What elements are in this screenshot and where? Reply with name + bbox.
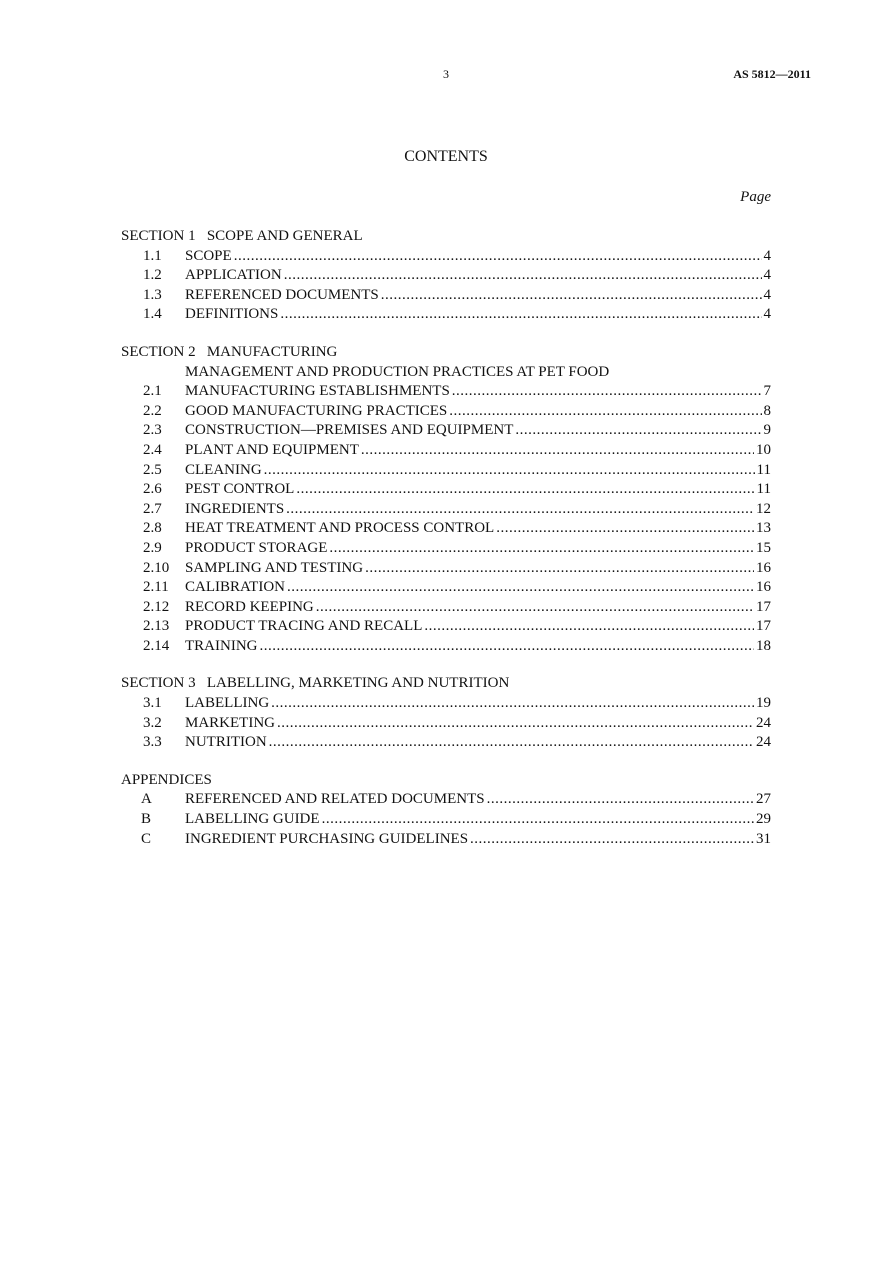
entry-page-number: 8 [763, 402, 771, 419]
entry-title-block [185, 637, 771, 657]
entry-title: REFERENCED DOCUMENTS [185, 286, 379, 303]
entry-line [185, 421, 771, 441]
entry-title-block [185, 247, 771, 267]
dot-leader [260, 637, 755, 657]
dot-leader [365, 559, 754, 579]
dot-leader [381, 286, 762, 306]
entry-title-block [185, 733, 771, 753]
toc-entry [121, 733, 771, 753]
entry-number: 2.14 [143, 637, 170, 654]
entry-page-number: 10 [756, 441, 771, 458]
entry-title: GOOD MANUFACTURING PRACTICES [185, 402, 448, 419]
entry-number: 2.3 [143, 422, 162, 439]
entry-title: DEFINITIONS [185, 306, 279, 323]
entry-number: 2.2 [143, 402, 162, 419]
section-heading: SECTION 3 LABELLING, MARKETING AND NUTRITION [121, 675, 510, 692]
toc-section [121, 771, 771, 849]
entry-title-block [185, 480, 771, 500]
entry-number: 1.2 [143, 267, 162, 284]
toc-entry [121, 247, 771, 267]
entry-number: 2.4 [143, 441, 162, 458]
entry-title-block [185, 539, 771, 559]
entry-number: 2.13 [143, 618, 170, 635]
entry-title-block [185, 402, 771, 422]
entry-title-block [185, 421, 771, 441]
entry-number: 2.6 [143, 481, 162, 498]
entry-title-block [185, 694, 771, 714]
entry-line [185, 694, 771, 714]
entry-title-block [185, 441, 771, 461]
toc-entry [121, 480, 771, 500]
toc-entry [121, 402, 771, 422]
dot-leader [271, 694, 754, 714]
entry-line [185, 539, 771, 559]
entry-line [185, 480, 771, 500]
dot-leader [286, 500, 754, 520]
entry-number: 1.4 [143, 306, 162, 323]
entry-number: 1.3 [143, 286, 162, 303]
entry-title: CLEANING [185, 461, 262, 478]
dot-leader [277, 714, 754, 734]
toc-entry [121, 830, 771, 850]
dot-leader [487, 790, 754, 810]
entry-title: HEAT TREATMENT AND PROCESS CONTROL [185, 520, 495, 537]
entry-line [185, 714, 771, 734]
entry-title-block [185, 519, 771, 539]
entry-line [185, 830, 771, 850]
entry-page-number: 27 [756, 791, 771, 808]
entry-title-block [185, 810, 771, 830]
toc-entry [121, 598, 771, 618]
entry-page-number: 11 [756, 461, 771, 478]
entry-title-block [185, 363, 771, 402]
entry-number: 3.3 [143, 734, 162, 751]
dot-leader [449, 402, 761, 422]
entry-line [185, 598, 771, 618]
entry-number: 1.1 [143, 247, 162, 264]
dot-leader [515, 421, 761, 441]
entry-line [185, 402, 771, 422]
entry-page-number: 4 [763, 247, 771, 264]
entry-line [185, 790, 771, 810]
entry-title: RECORD KEEPING [185, 598, 314, 615]
toc-section [121, 674, 771, 752]
entry-page-number: 13 [756, 520, 771, 537]
entry-number: 3.1 [143, 695, 162, 712]
entry-title: PEST CONTROL [185, 481, 295, 498]
page-column-heading: Page [740, 189, 771, 205]
entry-page-number: 16 [756, 559, 771, 576]
toc-entry [121, 519, 771, 539]
entry-title: NUTRITION [185, 734, 267, 751]
dot-leader [280, 305, 761, 325]
entry-line [185, 461, 771, 481]
entry-line [185, 500, 771, 520]
entry-title-block [185, 286, 771, 306]
entry-title: PRODUCT TRACING AND RECALL [185, 618, 423, 635]
entry-title-line: MANAGEMENT AND PRODUCTION PRACTICES AT PET FOOD [185, 363, 610, 380]
entry-title: MANUFACTURING ESTABLISHMENTS [185, 383, 450, 400]
toc-entry [121, 790, 771, 810]
entry-number: 2.8 [143, 520, 162, 537]
document-code: AS 5812—2011 [733, 67, 811, 81]
entry-title: LABELLING [185, 695, 270, 712]
dot-leader [316, 598, 754, 618]
entry-number: 2.11 [143, 579, 169, 596]
toc-section [121, 227, 771, 325]
toc-entry [121, 559, 771, 579]
entry-title-block [185, 500, 771, 520]
entry-line [185, 286, 771, 306]
entry-title-block [185, 461, 771, 481]
entry-page-number: 29 [756, 811, 771, 828]
toc-section [121, 343, 771, 657]
entry-line [185, 559, 771, 579]
dot-leader [329, 539, 754, 559]
entry-page-number: 4 [763, 306, 771, 323]
entry-title-block [185, 617, 771, 637]
entry-number: B [141, 811, 152, 828]
section-heading: SECTION 1 SCOPE AND GENERAL [121, 228, 363, 244]
dot-leader [264, 461, 755, 481]
entry-page-number: 4 [763, 267, 771, 284]
entry-number: C [141, 830, 152, 847]
entry-line [185, 637, 771, 657]
entry-page-number: 7 [763, 383, 771, 400]
entry-number: 2.9 [143, 539, 162, 556]
section-heading: SECTION 2 MANUFACTURING [121, 343, 338, 360]
entry-page-number: 31 [756, 830, 771, 847]
entry-page-number: 17 [756, 598, 771, 615]
dot-leader [296, 480, 754, 500]
table-of-contents [121, 227, 771, 867]
entry-title: INGREDIENTS [185, 500, 285, 517]
entry-title: LABELLING GUIDE [185, 811, 320, 828]
page-number: 3 [443, 67, 449, 81]
entry-page-number: 19 [756, 695, 771, 712]
dot-leader [322, 810, 754, 830]
dot-leader [234, 247, 762, 267]
dot-leader [470, 830, 754, 850]
entry-number: 2.1 [143, 383, 162, 400]
dot-leader [496, 519, 754, 539]
entry-title-block [185, 830, 771, 850]
entry-number: 2.7 [143, 500, 162, 517]
entry-page-number: 9 [763, 422, 771, 439]
toc-entry [121, 441, 771, 461]
entry-line [185, 305, 771, 325]
entry-line [185, 519, 771, 539]
entry-title-block [185, 714, 771, 734]
entry-title-block [185, 305, 771, 325]
toc-entry [121, 305, 771, 325]
dot-leader [424, 617, 754, 637]
dot-leader [284, 266, 762, 286]
toc-entry [121, 266, 771, 286]
entry-page-number: 12 [756, 500, 771, 517]
toc-entry [121, 637, 771, 657]
entry-page-number: 24 [756, 714, 771, 731]
entry-title: PRODUCT STORAGE [185, 539, 328, 556]
toc-entry [121, 421, 771, 441]
toc-entry [121, 810, 771, 830]
entry-title: CONSTRUCTION—PREMISES AND EQUIPMENT [185, 422, 514, 439]
entry-page-number: 17 [756, 618, 771, 635]
entry-page-number: 15 [756, 539, 771, 556]
entry-title-block [185, 578, 771, 598]
toc-entry [121, 694, 771, 714]
entry-line [185, 617, 771, 637]
entry-number: 2.10 [143, 559, 170, 576]
entry-title: INGREDIENT PURCHASING GUIDELINES [185, 830, 469, 847]
entry-number: 2.12 [143, 598, 170, 615]
contents-title: CONTENTS [404, 148, 488, 165]
toc-entry [121, 461, 771, 481]
entry-title: CALIBRATION [185, 579, 285, 596]
entry-line [185, 382, 771, 402]
entry-line [185, 578, 771, 598]
dot-leader [269, 733, 754, 753]
entry-title: REFERENCED AND RELATED DOCUMENTS [185, 791, 485, 808]
entry-title-block [185, 790, 771, 810]
entry-line [185, 810, 771, 830]
entry-line [185, 266, 771, 286]
entry-title: APPLICATION [185, 267, 282, 284]
entry-title: MARKETING [185, 714, 275, 731]
entry-title-block [185, 598, 771, 618]
dot-leader [287, 578, 754, 598]
section-heading: APPENDICES [121, 771, 212, 788]
dot-leader [361, 441, 754, 461]
entry-number: 2.5 [143, 461, 162, 478]
entry-page-number: 16 [756, 579, 771, 596]
entry-page-number: 11 [756, 481, 771, 498]
entry-title-block [185, 266, 771, 286]
entry-title: TRAINING [185, 637, 258, 654]
entry-title-block [185, 559, 771, 579]
toc-entry [121, 539, 771, 559]
entry-line [185, 733, 771, 753]
entry-page-number: 4 [763, 286, 771, 303]
entry-title: PLANT AND EQUIPMENT [185, 441, 359, 458]
entry-line [185, 441, 771, 461]
toc-entry [121, 500, 771, 520]
entry-page-number: 18 [756, 637, 771, 654]
entry-title: SAMPLING AND TESTING [185, 559, 364, 576]
toc-entry [121, 714, 771, 734]
entry-number: 3.2 [143, 714, 162, 731]
toc-entry [121, 578, 771, 598]
toc-entry [121, 286, 771, 306]
entry-number: A [141, 791, 152, 808]
entry-line [185, 247, 771, 267]
dot-leader [452, 382, 762, 402]
toc-entry [121, 363, 771, 402]
entry-page-number: 24 [756, 734, 771, 751]
entry-title: SCOPE [185, 247, 232, 264]
toc-entry [121, 617, 771, 637]
